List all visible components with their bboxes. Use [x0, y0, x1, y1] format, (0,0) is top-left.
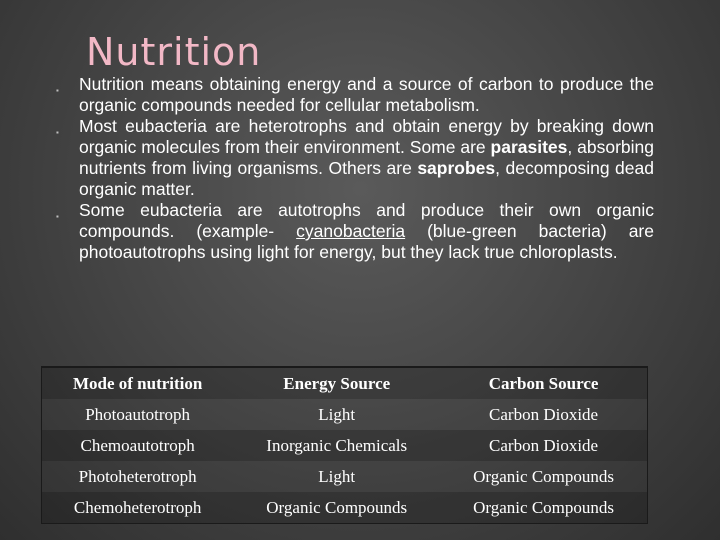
table-row: [42, 461, 647, 492]
table-cell: Light: [318, 466, 356, 486]
bullet-text: , absorbing nutrients from living organisms. Others are: [79, 137, 654, 178]
table-row: [42, 492, 647, 523]
table-cell: Photoautotroph: [85, 404, 191, 424]
bullet-icon: ▪: [56, 128, 59, 137]
bullet-icon: ▪: [56, 86, 59, 95]
table-cell: Photoheterotroph: [78, 466, 197, 486]
table-cell: Carbon Dioxide: [489, 435, 599, 455]
table-row: [42, 430, 647, 461]
cyanobacteria-link[interactable]: cyanobacteria: [296, 221, 406, 241]
table-header-row: [42, 368, 647, 400]
table-header: Energy Source: [283, 373, 391, 393]
table-header: Carbon Source: [488, 373, 599, 393]
bullet-text: (blue-green bacteria) are photoautotrophs using light for energy, but they lack true chloroplasts.: [79, 221, 654, 262]
table-cell: Chemoautotroph: [80, 435, 195, 455]
table-cell: Organic Compounds: [473, 497, 614, 517]
table-cell: Organic Compounds: [473, 466, 614, 486]
table-cell: Light: [318, 404, 356, 424]
term-saprobes: saprobes: [417, 158, 496, 178]
bullet-icon: ▪: [56, 212, 59, 221]
table-row: [42, 399, 647, 430]
table-cell: Inorganic Chemicals: [266, 435, 408, 455]
bullet-item-2: [56, 116, 654, 200]
bullet-text: Nutrition means obtaining energy and a source of carbon to produce the organic compounds needed for cellular metabolism.: [79, 74, 654, 115]
bullet-item-1: [56, 74, 654, 116]
nutrition-table: [42, 367, 647, 523]
slide-title: Nutrition: [86, 30, 262, 74]
bullet-text: Some eubacteria are autotrophs and produce their own organic compounds. (example-: [79, 200, 654, 241]
table-cell: Carbon Dioxide: [489, 404, 599, 424]
table-cell: Chemoheterotroph: [73, 497, 202, 517]
bullet-list: [56, 74, 654, 263]
table-header: Mode of nutrition: [72, 373, 203, 393]
bullet-item-3: [56, 200, 654, 263]
bullet-text: Most eubacteria are heterotrophs and obtain energy by breaking down organic molecules from their environment. Some are: [79, 116, 654, 157]
table-cell: Organic Compounds: [266, 497, 408, 517]
term-parasites: parasites: [490, 137, 568, 157]
bullet-text: , decomposing dead organic matter.: [79, 158, 654, 199]
